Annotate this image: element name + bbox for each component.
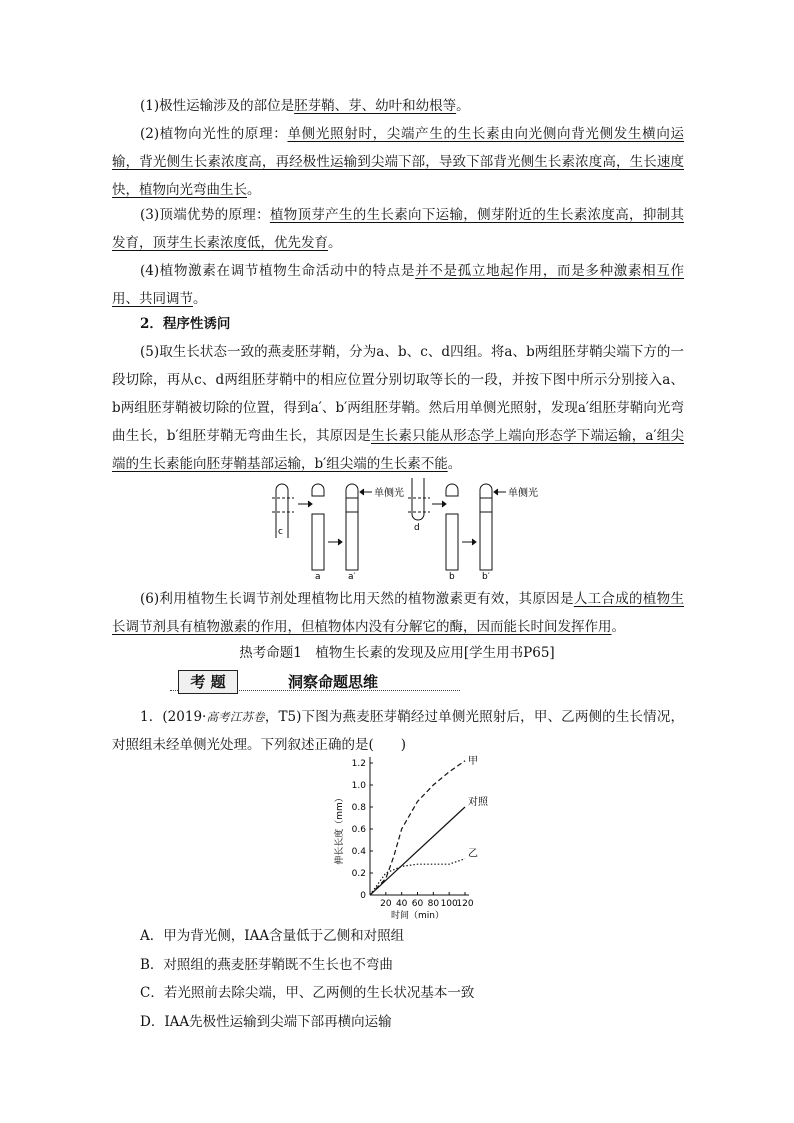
paragraph-1: (1)极性运输涉及的部位是胚芽鞘、芽、幼叶和幼根等。	[140, 98, 470, 114]
label-b: b	[449, 572, 455, 580]
y-tick-label: 0.2	[351, 869, 366, 879]
label-a-prime: a′	[348, 572, 356, 580]
x-tick-label: 40	[395, 899, 408, 909]
hot-topic-title: 热考命题1 植物生长素的发现及应用[学生用书P65]	[239, 645, 555, 661]
x-axis-label: 时间（min）	[391, 911, 444, 921]
series-line-2	[370, 859, 465, 895]
coleoptile-experiment-diagram	[262, 478, 562, 580]
series-label-1: 对照	[468, 797, 488, 808]
x-tick-label: 60	[411, 899, 424, 909]
banner-title: 洞察命题思维	[288, 673, 379, 691]
option-a: A．甲为背光侧，IAA含量低于乙侧和对照组	[140, 928, 405, 944]
paragraph-2: (2)植物向光性的原理：单侧光照射时，尖端产生的生长素由向光侧向背光侧发生横向运输，背光侧生长素浓度高，再经极性运输到尖端下部，导致下部背光侧生长素浓度高，生长速度快，植物向光弯曲生长。	[112, 126, 685, 198]
y-axis-label: 伸长长度（mm）	[335, 793, 345, 865]
series-line-1	[370, 807, 465, 895]
y-tick-label: 0.4	[351, 847, 366, 857]
x-tick-label: 120	[456, 899, 474, 909]
label-a: a	[315, 572, 321, 580]
option-d: D．IAA先极性运输到尖端下部再横向运输	[140, 1014, 392, 1030]
option-c: C．若光照前去除尖端，甲、乙两侧的生长状况基本一致	[140, 985, 475, 1001]
y-tick-label: 0.8	[351, 803, 366, 813]
label-d: d	[414, 523, 420, 533]
paragraph-5: (5)取生长状态一致的燕麦胚芽鞘，分为a、b、c、d四组。将a、b两组胚芽鞘尖端下方的一段切除，再从c、d两组胚芽鞘中的相应位置分别切取等长的一段，并按下图中所示分别接入a、b两组胚芽鞘被切除的位置，得到a′、b′两组胚芽鞘。然后用单侧光照射，发现a′组胚芽鞘向光弯曲生长，b′组胚芽鞘无弯曲生长，其原因是生长素只能从形态学上端向形态学下端运输，a′组尖端的生长素能向胚芽鞘基部运输，b′组尖端的生长素不能。	[112, 344, 684, 472]
banner-box: 考 题	[178, 670, 238, 694]
option-b: B．对照组的燕麦胚芽鞘既不生长也不弯曲	[140, 957, 393, 973]
growth-line-chart	[330, 752, 500, 922]
label-c: c	[278, 527, 283, 537]
x-tick-label: 80	[427, 899, 440, 909]
series-label-0: 甲	[468, 755, 478, 767]
series-label-2: 乙	[468, 848, 478, 860]
x-tick-label: 100	[440, 899, 458, 909]
y-tick-label: 1.0	[351, 781, 366, 791]
x-tick-label: 20	[380, 899, 392, 909]
label-b-prime: b′	[482, 572, 490, 580]
section-banner	[170, 668, 460, 694]
y-tick-label: 1.2	[351, 759, 366, 769]
question-1: 1．(2019·高考江苏卷，T5)下图为燕麦胚芽鞘经过单侧光照射后，甲、乙两侧的生长情况，对照组未经单侧光处理。下列叙述正确的是( )	[112, 709, 684, 753]
paragraph-4: (4)植物激素在调节植物生命活动中的特点是并不是孤立地起作用，而是多种激素相互作用、共同调节。	[112, 263, 685, 307]
paragraph-6: (6)利用植物生长调节剂处理植物比用天然的植物激素更有效，其原因是人工合成的植物生长调节剂具有植物激素的作用，但植物体内没有分解它的酶，因而能长时间发挥作用。	[112, 591, 684, 635]
y-tick-label: 0	[360, 891, 366, 901]
light-label-1: 单侧光	[374, 488, 404, 499]
light-label-2: 单侧光	[508, 488, 538, 499]
paragraph-3: (3)顶端优势的原理：植物顶芽产生的生长素向下运输，侧芽附近的生长素浓度高，抑制其发育，顶芽生长素浓度低，优先发育。	[112, 207, 684, 251]
section-heading: 2．程序性诱问	[140, 316, 231, 332]
y-tick-label: 0.6	[351, 825, 366, 835]
